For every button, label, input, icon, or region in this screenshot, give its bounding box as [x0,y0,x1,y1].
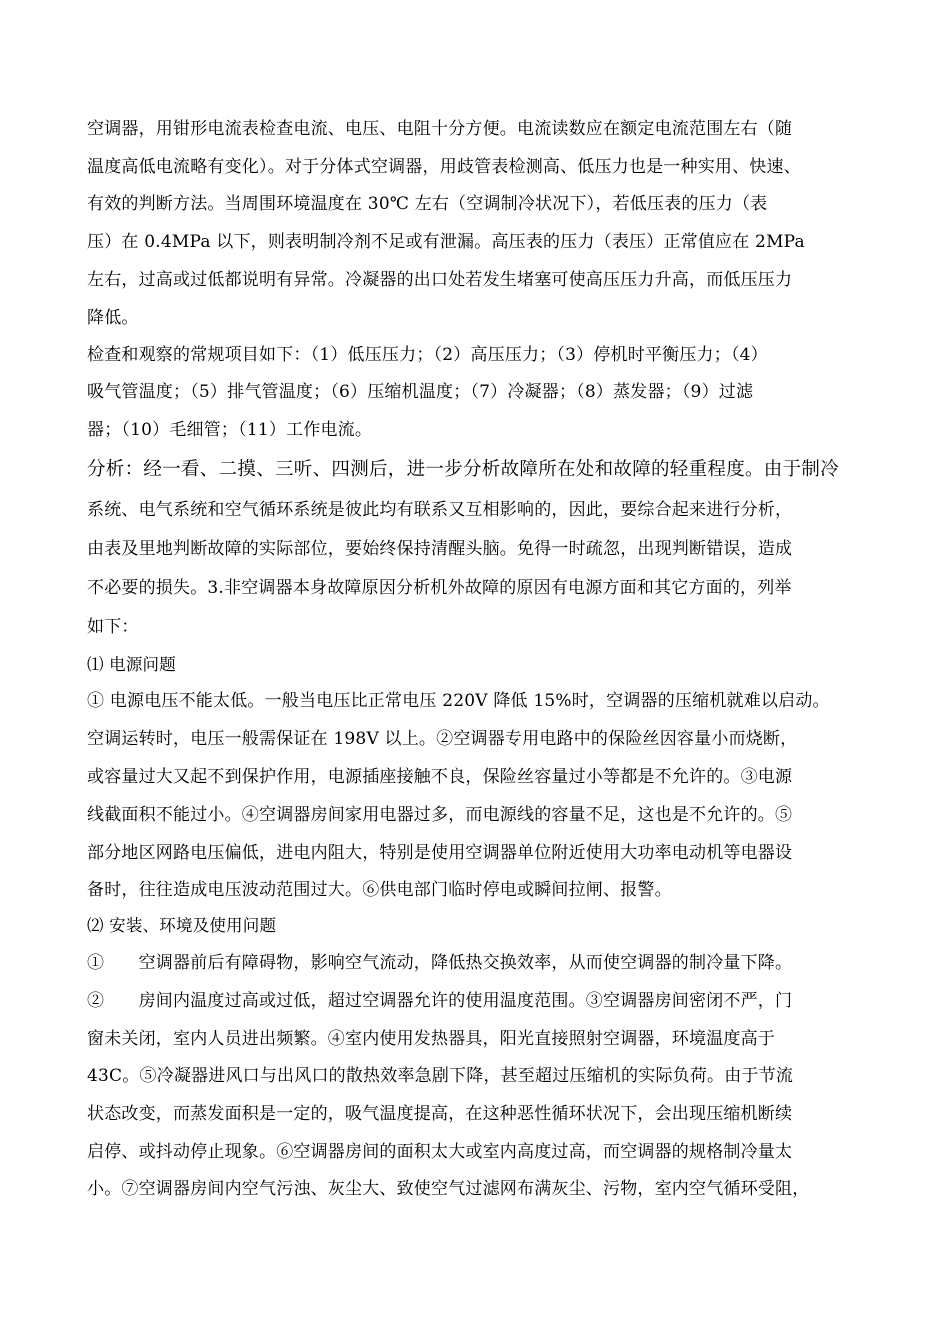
paragraph-1-line-3: 有效的判断方法。当周围环境温度在 30℃ 左右（空调制冷状况下），若低压表的压力（表 [87,194,768,214]
section-heading-power: ⑴ 电源问题 [87,655,176,674]
paragraph-4-line-4: 线截面积不能过小。④空调器房间家用电器过多，而电源线的容量不足，这也是不允许的。⑤ [87,805,793,825]
paragraph-5-line-2: ② 房间内温度过高或过低，超过空调器允许的使用温度范围。③空调器房间密闭不严，门 [87,991,793,1011]
paragraph-1-line-1: 空调器，用钳形电流表检查电流、电压、电阻十分方便。电流读数应在额定电流范围左右（随 [87,119,793,139]
paragraph-3-line-2: 系统、电气系统和空气循环系统是彼此均有联系又互相影响的，因此，要综合起来进行分析， [87,500,793,520]
paragraph-4-line-6: 备时，往往造成电压波动范围过大。⑥供电部门临时停电或瞬间拉闸、报警。 [87,880,672,900]
paragraph-1-line-4: 压）在 0.4MPa 以下，则表明制冷剂不足或有泄漏。高压表的压力（表压）正常值应在 2MPa [87,232,805,252]
paragraph-4-line-2: 空调运转时，电压一般需保证在 198V 以上。②空调器专用电路中的保险丝因容量小而烧断， [87,729,798,749]
paragraph-2-line-2: 吸气管温度；（5）排气管温度；（6）压缩机温度；（7）冷凝器；（8）蒸发器；（9）过滤 [87,382,754,402]
paragraph-5-line-3: 窗未关闭，室内人员进出频繁。④室内使用发热器具，阳光直接照射空调器，环境温度高于 [87,1029,775,1049]
paragraph-1-line-2: 温度高低电流略有变化）。对于分体式空调器，用歧管表检测高、低压力也是一种实用、快速、 [87,157,801,177]
paragraph-2-line-1: 检查和观察的常规项目如下：（1）低压压力；（2）高压压力；（3）停机时平衡压力；（4） [87,345,768,365]
paragraph-4-line-1: ① 电源电压不能太低。一般当电压比正常电压 220V 降低 15%时，空调器的压缩机就难以启动。 [87,691,830,711]
paragraph-5-line-4: 43C。⑤冷凝器进风口与出风口的散热效率急剧下降，甚至超过压缩机的实际负荷。由于节流 [87,1066,794,1086]
paragraph-3-line-5: 如下： [87,617,139,637]
paragraph-4-line-5: 部分地区网路电压偏低，进电内阻大，特别是使用空调器单位附近使用大功率电动机等电器设 [87,843,793,863]
paragraph-5-line-5: 状态改变，而蒸发面积是一定的，吸气温度提高，在这种恶性循环状况下，会出现压缩机断续 [87,1104,793,1124]
section-heading-installation: ⑵ 安装、环境及使用问题 [87,916,277,935]
paragraph-3-line-3: 由表及里地判断故障的实际部位，要始终保持清醒头脑。免得一时疏忽，出现判断错误，造成 [87,539,793,559]
paragraph-5-line-6: 启停、或抖动停止现象。⑥空调器房间的面积太大或室内高度过高，而空调器的规格制冷量太 [87,1142,793,1162]
paragraph-2-line-3: 器；（10）毛细管；（11）工作电流。 [87,420,373,440]
paragraph-3-line-4: 不必要的损失。3.非空调器本身故障原因分析机外故障的原因有电源方面和其它方面的，列举 [87,578,792,598]
paragraph-5-line-1: ① 空调器前后有障碍物，影响空气流动，降低热交换效率，从而使空调器的制冷量下降。 [87,953,793,973]
paragraph-1-line-6: 降低。 [87,308,139,328]
paragraph-1-line-5: 左右，过高或过低都说明有异常。冷凝器的出口处若发生堵塞可使高压压力升高，而低压压力 [87,270,793,290]
paragraph-5-line-7: 小。⑦空调器房间内空气污浊、灰尘大、致使空气过滤网布满灰尘、污物，室内空气循环受阻， [87,1179,810,1199]
paragraph-4-line-3: 或容量过大又起不到保护作用，电源插座接触不良，保险丝容量过小等都是不允许的。③电源 [87,767,793,787]
paragraph-3-line-1: 分析：经一看、二摸、三听、四测后，进一步分析故障所在处和故障的轻重程度。由于制冷 [87,459,840,480]
